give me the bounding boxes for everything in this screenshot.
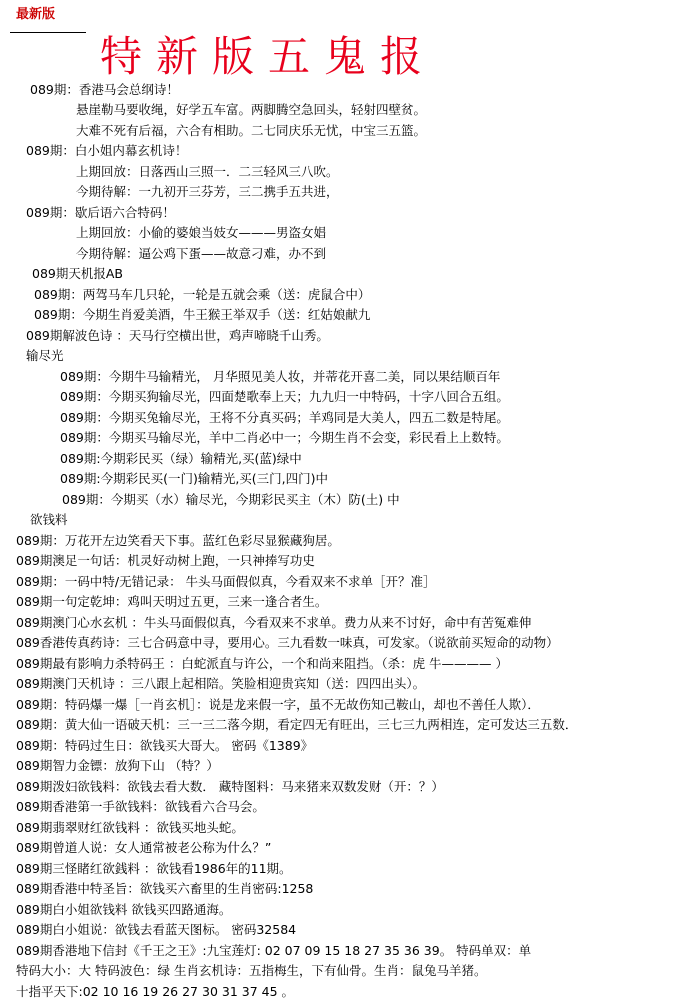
text-line: 089期泼妇欲钱料：欲钱去看大数． 藏特图料：马来猪来双数发财（开：？） [16,779,444,794]
text-line: 输尽光 [26,348,64,363]
text-line: 089期：一码中特/无错记录： 牛头马面假似真，今看双来不求单［开？准］ [16,574,436,589]
text-line: 089期：特码过生日：欲钱买大哥大。 密码《1389》 [16,738,314,753]
text-line: 089期香港第一手欲钱料：欲钱看六合马会。 [16,799,265,814]
text-line: 今期待解：逼公鸡下蛋——故意刁难，办不到 [76,246,327,261]
text-line: 089期：今期买（水）输尽光，今期彩民买主（木）防(土) 中 [62,492,400,507]
text-line: 089期：香港马会总纲诗！ [30,82,179,97]
text-line: 089期一句定乾坤：鸡叫天明过五更，三来一逢合者生。 [16,594,328,609]
text-line: 今期待解：一九初开三芬芳，三二携手五共进， [76,184,339,199]
text-line: 上期回放：小偷的婆娘当妓女———男盗女娼 [76,225,327,240]
text-line: 089期澳门心水玄机 ：牛头马面假似真，今看双来不求单。费力从来不讨好，命中有苦冤难伸 [16,615,532,630]
text-line: 上期回放：日落西山三照一．二三轻风三八吹。 [76,164,339,179]
text-line: 089期最有影响力杀特码王 ：白蛇派直与许公，一个和尚来阻挡。（杀：虎 牛———— ） [16,656,509,671]
text-line: 089期：今期牛马输精光， 月华照见美人妆，并蒂花开喜二美，同以果结顺百年 [60,369,501,384]
text-line: 089期:今期彩民买(一门)输精光,买(三门,四门)中 [60,471,329,486]
text-line: 089期三怪睹红欲銭料 ：欲钱看1986年的11期。 [16,861,292,876]
text-line: 大难不死有后福，六合有相助。二七同庆乐无忧，中宝三五篮。 [76,123,427,138]
text-line: 089期香港中特圣旨：欲钱买六畜里的生肖密码:1258 [16,881,314,896]
text-line: 悬崖勒马要收绳，好学五车富。两脚腾空急回头，轻射四壁贫。 [76,102,427,117]
text-line: 十指平天下:02 10 16 19 26 27 30 31 37 45 。 [16,984,295,999]
text-line: 欲钱料 [30,512,68,527]
text-line: 089期：今期买马输尽光，羊中二肖必中一；今期生肖不会变，彩民看上上数特。 [60,430,509,445]
text-line: 089期澳足一句话：机灵好动树上跑，一只神捧写功史 [16,553,315,568]
text-line: 089期天机报AB [32,266,123,281]
text-line: 089期翡翠财红欲钱料 ：欲钱买地头蛇。 [16,820,244,835]
edition-badge: 最新版 [16,7,56,22]
text-line: 089期：两驾马车几只轮，一轮是五就会乘（送：虎鼠合中） [34,287,371,302]
text-line: 特码大小：大 特码波色：绿 生肖玄机诗：五指梅生，下有仙骨。生肖：鼠兔马羊猪。 [16,963,487,978]
text-line: 089期：特码爆一爆［一肖玄机］：说是龙来假一字，虽不无故伤知己鞍山，却也不善任人欺）． [16,697,540,712]
text-line: 089期白小姐欲钱料 欲钱买四路通海。 [16,902,232,917]
text-line: 089期:今期彩民买（绿）输精光,买(蓝)绿中 [60,451,302,466]
text-line: 089期香港地下信封《千王之王》:九宝莲灯: 02 07 09 15 18 27 35 36 39。 特码单双：单 [16,943,532,958]
text-line: 089期：白小姐内幕玄机诗！ [26,143,188,158]
text-line: 089期：今期买狗输尽光，四面楚歌奉上天；九九归一中特码，十字八回合五组。 [60,389,509,404]
text-line: 089期：万花开左边笑看天下事。蓝红色彩尽显猴藏狗居。 [16,533,340,548]
text-line: 089期智力金镖：放狗下山 （特？） [16,758,219,773]
text-line: 089香港传真药诗：三七合码意中寻，要用心。三九看数一味真，可发家。（说欲前买短命的动物） [16,635,559,650]
text-line: 089期解波色诗 ：天马行空横出世，鸡声啼晓千山秀。 [26,328,329,343]
badge-underline [10,32,86,33]
text-line: 089期：今期买兔输尽光，王将不分真买码；羊鸡同是大美人，四五二数是特尾。 [60,410,509,425]
text-line: 089期白小姐说：欲钱去看蓝天图标。 密码32584 [16,922,297,937]
text-line: 089期澳门天机诗 ：三八跟上起相陪。笑脸相迎贵宾知（送：四四出头）。 [16,676,426,691]
page-title: 特新版五鬼报 [100,32,437,81]
text-line: 089期曾道人说：女人通常被老公称为什么？” [16,840,272,855]
text-line: 089期：黄大仙一语破天机：三一三二落今期，看定四无有旺出，三七三九两相连，定可发达三五数． [16,717,578,732]
text-line: 089期：歇后语六合特码！ [26,205,175,220]
text-line: 089期：今期生肖爱美酒，牛王猴王举双手（送：红姑娘献九 [34,307,371,322]
